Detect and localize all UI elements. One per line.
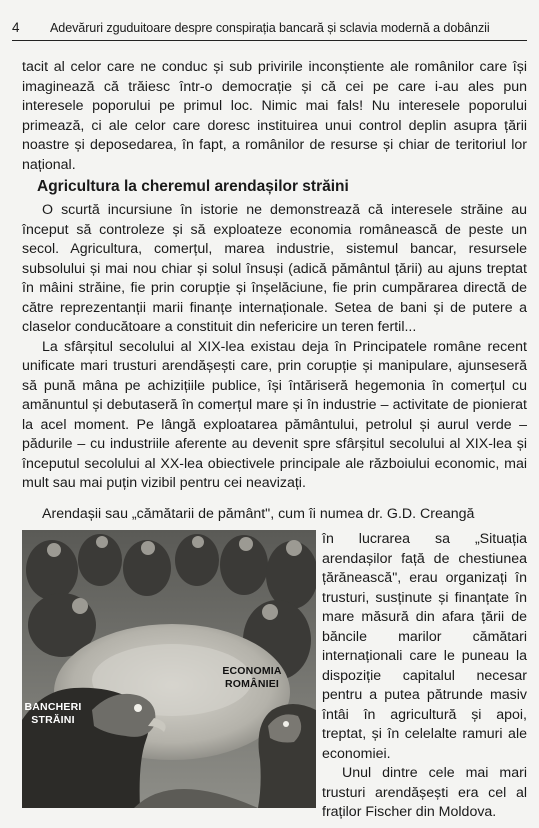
paragraph-start: Arendașii sau „cămătarii de pământ", cum îi numea dr. G.D. Creangă xyxy=(42,506,475,522)
page-number: 4 xyxy=(12,20,20,35)
paragraph-continued: tacit al celor care ne conduc și sub privirile inconștiente ale românilor care își imaginează că trăiesc într-o democrație și că cei pe care i-au ales pun interesele poporului pe primul loc. Nimic mai fals! Nu interesele poporului primează, ci ale celor care doresc instituirea unui control deplin asupra țării noastre și deposedarea, în fapt, a românilor de resurse și chiar de teritoriul lor național. xyxy=(22,59,527,173)
paragraph: La sfârșitul secolului al XIX-lea existau deja în Principatele române recent unificate mari trusturi arendășești care, prin corupție și manipulare, ajunseseră să pună mâna pe achizițiile publice, își întăriseră hegemonia în comerțul cu amănuntul și debutaseră în comerțul mare și în industrie – activitate de pionierat la acel moment. Pe lângă exploatarea pământului, petrolul și aurul verde – pădurile – cu industriile aferente au devenit spre sfârșitul secolului al XIX-lea și începutul secolului al XX-lea obiectivele principale ale războiului economic, mai mult sau mai puțin vizibil pentru cei neavizați. xyxy=(22,338,527,491)
running-header xyxy=(12,20,527,41)
paragraph: O scurtă incursiune în istorie ne demonstrează că interesele străine au început să controleze și să exploateze economia românească de peste un secol. Agricultura, comerțul, marea industrie, sistemul bancar, resursele subsolului și mai nou chiar și solul însuși (adică pământul țării) au ajuns treptat în mâini străine, fie prin corupție și înșelăciune, fie prin cumpărarea directă de către reprezentanții marii finanțe internaționale. Setea de bani și de putere a claselor conducătoare a constituit din nefericire un teren fertil... xyxy=(22,202,527,335)
paragraph-lead-in xyxy=(22,505,527,525)
label-bankers: BANCHERI STRĂINI xyxy=(24,701,82,726)
section-heading: Agricultura la cheremul arendașilor străini xyxy=(37,178,349,195)
paragraph: Unul dintre cele mai mari trusturi arendășești era cel al fraților Fischer din Moldova. xyxy=(322,765,527,820)
body-text-top xyxy=(22,58,527,175)
body-text-side xyxy=(322,530,527,823)
running-title: Adevăruri zguduitoare despre conspirația bancară și sclavia modernă a dobânzii xyxy=(50,21,490,35)
body-text-section xyxy=(22,201,527,494)
label-economy: ECONOMIA ROMÂNIEI xyxy=(222,665,282,690)
vultures-illustration xyxy=(22,530,316,808)
paragraph-continued: în lucrarea sa „Situația arendașilor față de chestiunea țărănească", erau organizați în trusturi, susținute și finanțate în mare măsură din afara țării de băncile marilor cămătari internaționali care le puneau la dispoziție capitalul necesar pentru a putea pătrunde masiv întâi în agricultură și apoi, treptat, și în celelalte ramuri ale economiei. xyxy=(322,531,527,762)
